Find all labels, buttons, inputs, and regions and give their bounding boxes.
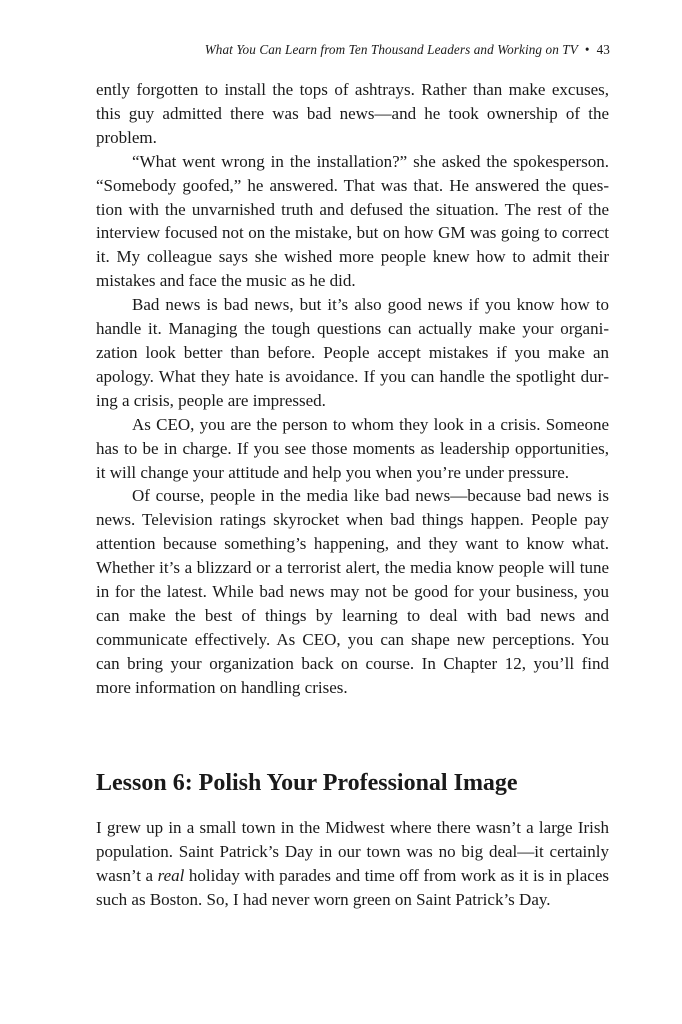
- running-head: [95, 42, 610, 58]
- section-heading: Lesson 6: Polish Your Professional Image: [96, 770, 518, 796]
- body-text: [96, 78, 609, 700]
- lesson-body-text: [96, 816, 609, 912]
- lesson-text-end: holiday with parades and time off from work as it is in places such as Boston. So, I had never worn green on Saint Patrick’s Day.: [96, 866, 610, 910]
- running-head-title: What You Can Learn from Ten Thousand Leaders and Working on TV: [204, 42, 578, 57]
- paragraph: Of course, people in the media like bad news—because bad news is news. Television ratings skyrocket when bad things happen. People pay attention because something’s happening, and they want to know what. Whether it’s a blizzard or a terrorist alert, the media know people will tune in for the latest. While bad news may not be good for your business, you can make the best of things by learning to deal with bad news and communicate effectively. As CEO, you can shape new perceptions. You can bring your organization back on course. In Chapter 12, you’ll find more information on handling crises.: [96, 486, 609, 697]
- paragraph: “What went wrong in the installation?” she asked the spokesperson. “Somebody goofed,” he answered. That was that. He answered the question with the unvarnished truth and defused the situation. The rest of the interview focused not on the mistake, but on how GM was going to correct it. My colleague says she wished more people knew how to admit their mistakes and face the music as he did.: [96, 151, 609, 291]
- lesson-text-start: I grew up in a small town in the Midwest where there wasn’t a large Irish population. Saint Patrick’s Day in our town was no big deal—it certainly wasn’t a: [96, 818, 609, 886]
- paragraph: As CEO, you are the person to whom they look in a crisis. Someone has to be in charge. If you see those moments as leadership opportunities, it will change your attitude and help you when you’re under pressure.: [96, 414, 609, 482]
- paragraph-continued: ently forgotten to install the tops of ashtrays. Rather than make excuses, this guy admitted there was bad news—and he took ownership of the problem.: [96, 80, 609, 147]
- page-number: 43: [596, 42, 610, 57]
- emphasis-real: real: [157, 866, 185, 886]
- paragraph: Bad news is bad news, but it’s also good news if you know how to handle it. Managing the tough questions can actually make your organization look better than before. People accept mistakes if you make an apology. What they hate is avoidance. If you can handle the spotlight during a crisis, people are impressed.: [96, 295, 609, 410]
- lesson-paragraph: [96, 816, 609, 912]
- running-head-separator: •: [584, 42, 590, 57]
